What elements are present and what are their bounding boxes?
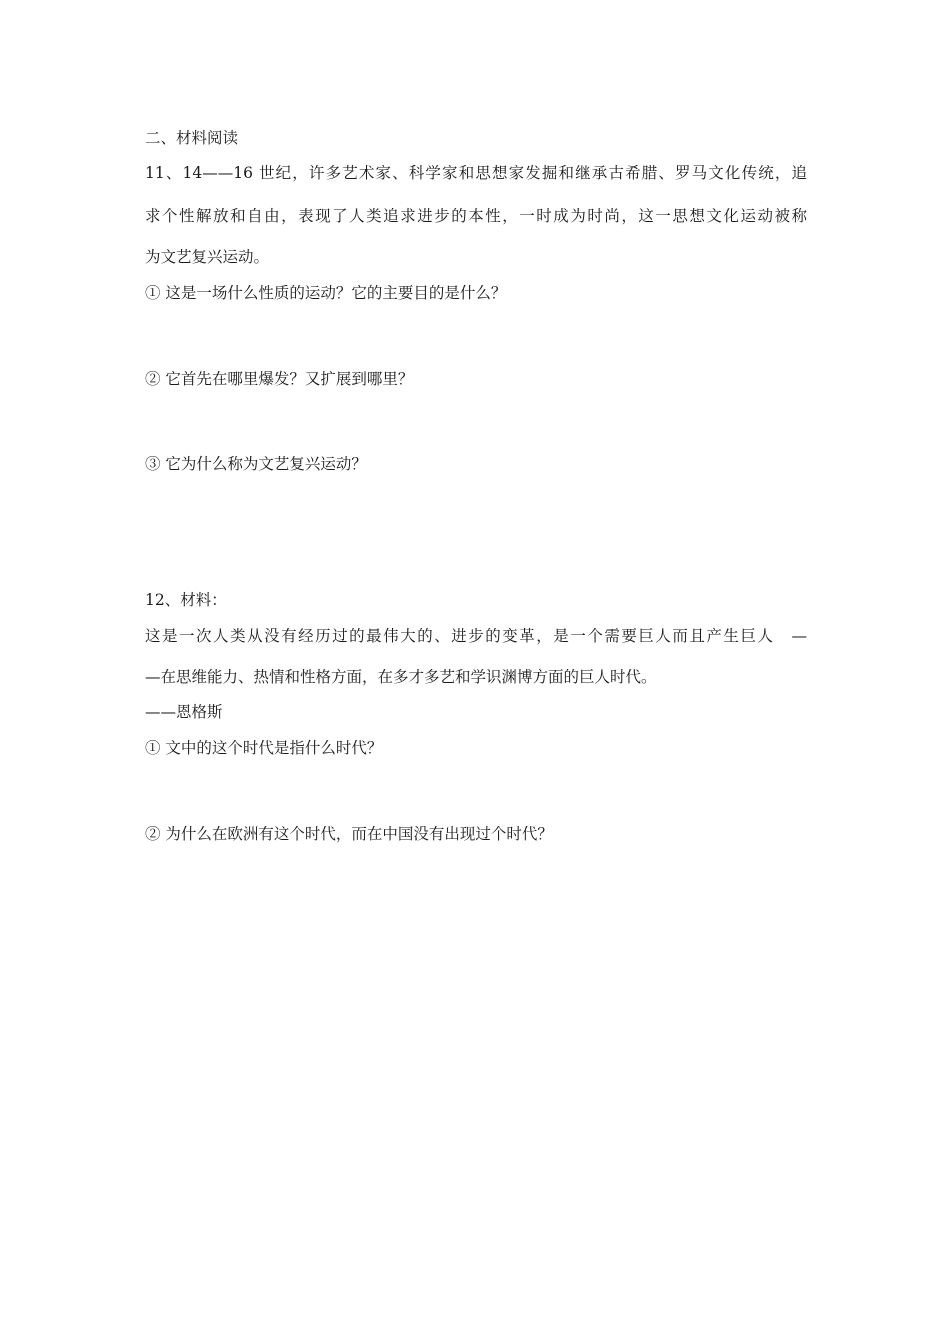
q11-subquestion-2: ② 它首先在哪里爆发？又扩展到哪里？ xyxy=(145,370,414,388)
q12-subquestion-1: ① 文中的这个时代是指什么时代？ xyxy=(145,739,383,757)
q12-label: 12、材料： xyxy=(145,591,227,609)
q12-material-line-1: 这是一次人类从没有经历过的最伟大的、进步的变革，是一个需要巨人而且产生巨人 — xyxy=(145,627,807,645)
q12-material-line-2: —在思维能力、热情和性格方面，在多才多艺和学识渊博方面的巨人时代。 xyxy=(145,668,657,686)
q11-text-line-2: 求个性解放和自由，表现了人类追求进步的本性，一时成为时尚，这一思想文化运动被称 xyxy=(145,207,807,225)
q11-subquestion-3: ③ 它为什么称为文艺复兴运动？ xyxy=(145,455,367,473)
q11-subquestion-1: ① 这是一场什么性质的运动？它的主要目的是什么？ xyxy=(145,284,507,302)
q12-source: ——恩格斯 xyxy=(145,703,223,721)
section-heading: 二、材料阅读 xyxy=(145,129,239,147)
q11-text-line-1: 11、14——16 世纪，许多艺术家、科学家和思想家发掘和继承古希腊、罗马文化传统，追 xyxy=(145,164,807,182)
q11-text-line-3: 为文艺复兴运动。 xyxy=(145,248,270,266)
q12-subquestion-2: ② 为什么在欧洲有这个时代，而在中国没有出现过个时代？ xyxy=(145,825,553,843)
